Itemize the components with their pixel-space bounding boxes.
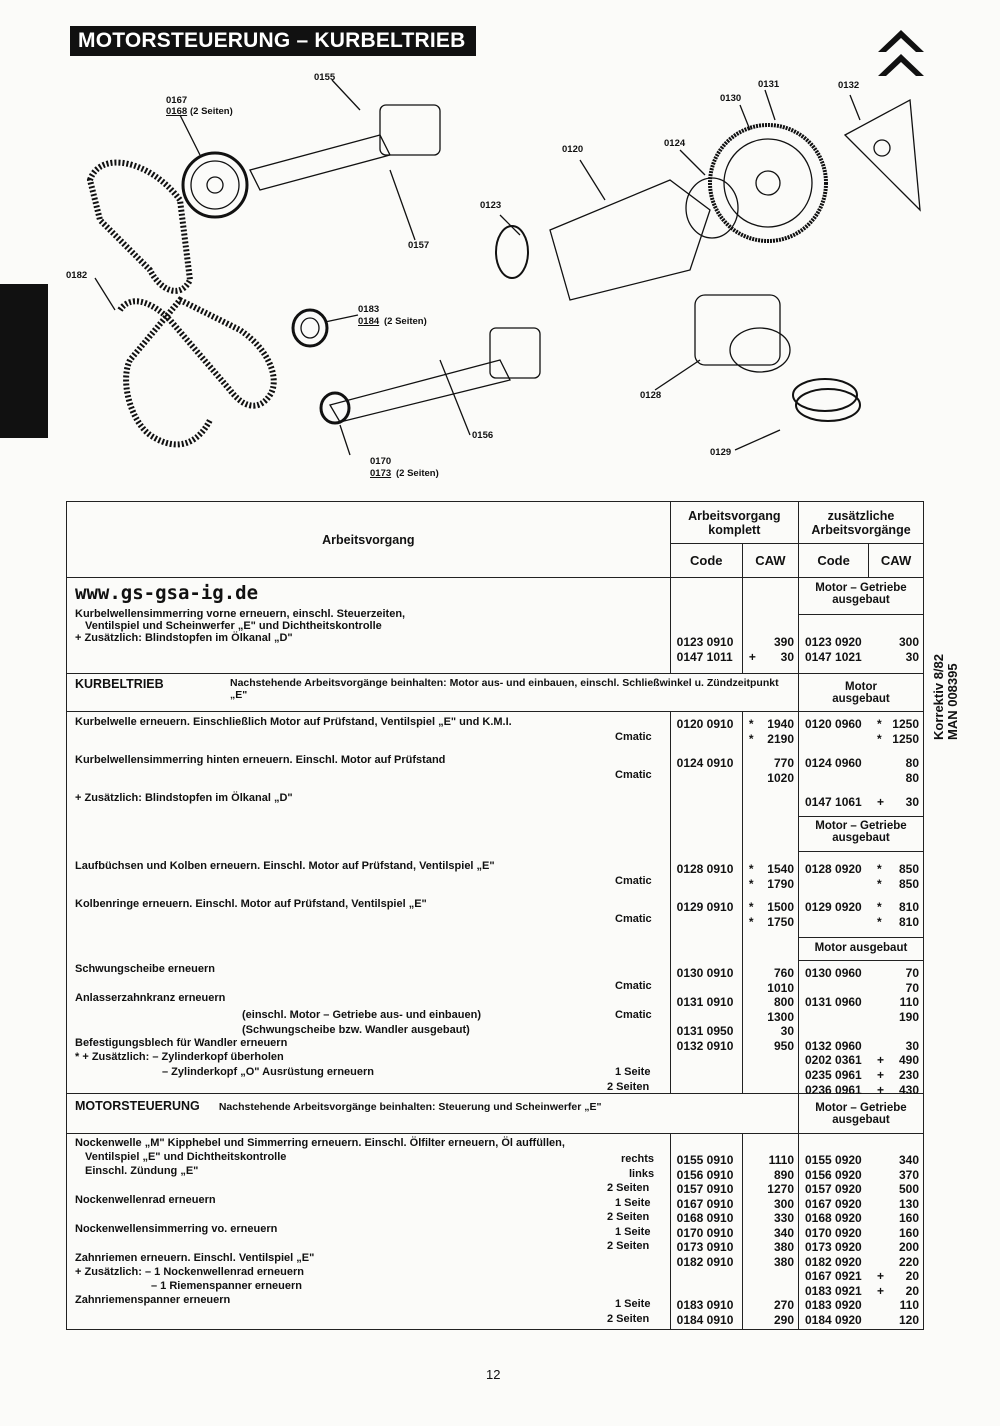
part-label-0131: 0131 bbox=[758, 79, 780, 90]
plus-mark: + bbox=[748, 650, 756, 664]
caw-value: 300 bbox=[773, 1197, 794, 1211]
code-value: 0184 0920 bbox=[805, 1313, 862, 1327]
row-text: Zahnriemen erneuern. Einschl. Ventilspiel „E" bbox=[75, 1252, 315, 1264]
col-header-caw-2: CAW bbox=[869, 544, 924, 578]
caw-value: 850 bbox=[898, 862, 919, 876]
part-label-0156: 0156 bbox=[472, 430, 494, 441]
caw-value: 810 bbox=[898, 900, 919, 914]
row-text: Zahnriemenspanner erneuern bbox=[75, 1294, 231, 1306]
caw-value: 270 bbox=[773, 1298, 794, 1312]
row-text: – Zylinderkopf „O" Ausrüstung erneuern bbox=[162, 1066, 375, 1078]
caw-value: 890 bbox=[773, 1168, 794, 1182]
ms-extra-cell bbox=[799, 1134, 924, 1330]
row-variant: 1 Seite bbox=[615, 1197, 651, 1209]
caw-value: 200 bbox=[898, 1240, 919, 1254]
asterisk-mark: * bbox=[748, 732, 754, 746]
code-value: 0173 0920 bbox=[805, 1240, 862, 1254]
section-desc: Nachstehende Arbeitsvorgänge beinhalten: Motor aus- und einbauen, einschl. Schließwinkel u. Zündzeitpunkt „E" bbox=[230, 677, 779, 701]
part-label-0168: 0168 bbox=[166, 106, 188, 117]
caw-value: 770 bbox=[773, 756, 794, 770]
row-variant: Cmatic bbox=[615, 731, 652, 743]
part-label-0183: 0183 bbox=[358, 304, 380, 315]
plus-mark: + bbox=[877, 1068, 885, 1082]
caw-value: 20 bbox=[905, 1284, 919, 1298]
work-table bbox=[66, 501, 924, 1330]
row-text: Kolbenringe erneuern. Einschl. Motor auf Prüfstand, Ventilspiel „E" bbox=[75, 898, 427, 910]
code-value: 0184 0910 bbox=[676, 1313, 734, 1327]
code-value: 0147 1011 bbox=[676, 650, 733, 664]
code-value: 0124 0960 bbox=[805, 756, 862, 770]
code-value: 0128 0910 bbox=[676, 862, 734, 876]
row-text: Nockenwellenrad erneuern bbox=[75, 1194, 216, 1206]
row-variant: Cmatic bbox=[615, 1009, 652, 1021]
kt-code-cell bbox=[670, 712, 742, 1094]
caw-value: 1250 bbox=[892, 717, 919, 731]
asterisk-mark: * bbox=[877, 900, 882, 914]
code-value: 0147 1021 bbox=[805, 650, 862, 664]
section-desc: Nachstehende Arbeitsvorgänge beinhalten: Steuerung und Scheinwerfer „E" bbox=[218, 1101, 602, 1113]
sub-head: Motor – Getriebe ausgebaut bbox=[799, 816, 923, 852]
code-value: 0167 0920 bbox=[805, 1197, 862, 1211]
code-value: 0123 0920 bbox=[805, 635, 862, 649]
asterisk-mark: * bbox=[877, 877, 882, 891]
code-value: 0183 0921 bbox=[805, 1284, 862, 1298]
intro-code-cell bbox=[670, 578, 742, 674]
section-heading: KURBELTRIEB bbox=[75, 677, 164, 691]
caw-value: 500 bbox=[898, 1182, 919, 1196]
ms-caw-cell bbox=[742, 1134, 798, 1330]
caw-value: 30 bbox=[905, 650, 919, 664]
sub-head: Motor – Getriebe ausgebaut bbox=[799, 578, 923, 615]
row-text: + Zusätzlich: – 1 Nockenwellenrad erneuern bbox=[75, 1266, 304, 1278]
part-label-0128: 0128 bbox=[640, 390, 662, 401]
part-label-0155: 0155 bbox=[314, 72, 336, 83]
code-value: 0156 0910 bbox=[676, 1168, 734, 1182]
code-value: 0170 0920 bbox=[805, 1226, 862, 1240]
part-label-0129: 0129 bbox=[710, 447, 732, 458]
caw-value: 230 bbox=[898, 1068, 919, 1082]
row-text: * + Zusätzlich: – Zylinderkopf überholen bbox=[75, 1051, 284, 1063]
code-value: 0156 0920 bbox=[805, 1168, 862, 1182]
row-text: Befestigungsblech für Wandler erneuern bbox=[75, 1037, 288, 1049]
kt-caw-cell bbox=[742, 712, 798, 1094]
asterisk-mark: * bbox=[877, 915, 882, 929]
ms-code-cell bbox=[670, 1134, 742, 1330]
caw-value: 1300 bbox=[767, 1010, 794, 1024]
row-text: (einschl. Motor – Getriebe aus- und einbauen) bbox=[242, 1009, 481, 1021]
code-value: 0130 0960 bbox=[805, 966, 862, 980]
code-value: 0130 0910 bbox=[676, 966, 734, 980]
caw-value: 1940 bbox=[767, 717, 794, 731]
caw-value: 70 bbox=[905, 966, 919, 980]
code-value: 0120 0960 bbox=[805, 717, 862, 731]
caw-value: 1540 bbox=[767, 862, 794, 876]
caw-value: 110 bbox=[899, 995, 919, 1009]
page-number: 12 bbox=[486, 1367, 501, 1382]
caw-value: 1790 bbox=[767, 877, 794, 891]
ms-text-cell bbox=[67, 1134, 671, 1330]
col-header-code: Code bbox=[670, 544, 742, 578]
row-variant: 2 Seiten bbox=[607, 1081, 650, 1093]
caw-value: 810 bbox=[898, 915, 919, 929]
sub-head: Motor ausgebaut bbox=[799, 674, 924, 712]
part-label-0132: 0132 bbox=[838, 80, 860, 91]
row-variant: links bbox=[629, 1168, 655, 1180]
col-header-zusaetzlich: zusätzliche Arbeitsvorgänge bbox=[799, 502, 924, 544]
part-label-0124: 0124 bbox=[664, 138, 686, 149]
caw-value: 2190 bbox=[767, 732, 794, 746]
caw-value: 390 bbox=[773, 635, 794, 649]
row-text: Kurbelwellensimmerring hinten erneuern. Einschl. Motor auf Prüfstand bbox=[75, 754, 446, 766]
code-value: 0235 0961 bbox=[805, 1068, 862, 1082]
caw-value: 380 bbox=[773, 1255, 794, 1269]
row-variant: 2 Seiten bbox=[607, 1182, 650, 1194]
col-header-arbeitsvorgang: Arbeitsvorgang bbox=[67, 502, 671, 578]
plus-mark: + bbox=[877, 795, 885, 809]
asterisk-mark: * bbox=[748, 717, 754, 731]
caw-value: 290 bbox=[773, 1313, 794, 1327]
caw-value: 190 bbox=[898, 1010, 919, 1024]
code-value: 0124 0910 bbox=[676, 756, 734, 770]
intro-line: + Zusätzlich: Blindstopfen im Ölkanal „D" bbox=[75, 632, 293, 644]
part-label-0168-note: (2 Seiten) bbox=[190, 106, 233, 117]
kt-text-cell bbox=[67, 712, 671, 1094]
caw-value: 1250 bbox=[892, 732, 919, 746]
row-variant: Cmatic bbox=[615, 980, 652, 992]
timing-belt-upper bbox=[90, 163, 190, 291]
exploded-diagram bbox=[60, 60, 940, 490]
code-value: 0129 0920 bbox=[805, 900, 862, 914]
row-variant: 1 Seite bbox=[615, 1066, 651, 1078]
code-value: 0147 1061 bbox=[805, 795, 862, 809]
col-header-komplett: Arbeitsvorgang komplett bbox=[670, 502, 798, 544]
plus-mark: + bbox=[877, 1083, 885, 1097]
caw-value: 160 bbox=[898, 1211, 919, 1225]
caw-value: 1750 bbox=[767, 915, 794, 929]
row-variant: 1 Seite bbox=[615, 1298, 651, 1310]
row-text: Nockenwellensimmerring vo. erneuern bbox=[75, 1223, 278, 1235]
row-text: Ventilspiel „E" und Dichtheitskontrolle bbox=[85, 1151, 287, 1163]
code-value: 0157 0920 bbox=[805, 1182, 862, 1196]
caw-value: 1270 bbox=[767, 1182, 794, 1196]
row-text: Kurbelwelle erneuern. Einschließlich Motor auf Prüfstand, Ventilspiel „E" und K.M.I. bbox=[75, 716, 512, 728]
plus-mark: + bbox=[877, 1053, 885, 1067]
part-label-0184: 0184 bbox=[358, 316, 380, 327]
row-variant: rechts bbox=[621, 1153, 655, 1165]
code-value: 0202 0361 bbox=[805, 1053, 862, 1067]
row-variant: Cmatic bbox=[615, 875, 652, 887]
code-value: 0131 0960 bbox=[805, 995, 862, 1009]
caw-value: 80 bbox=[905, 771, 919, 785]
caw-value: 850 bbox=[898, 877, 919, 891]
caw-value: 1020 bbox=[767, 771, 794, 785]
row-text: + Zusätzlich: Blindstopfen im Ölkanal „D" bbox=[75, 792, 293, 804]
caw-value: 340 bbox=[898, 1153, 919, 1167]
page-title: MOTORSTEUERUNG – KURBELTRIEB bbox=[70, 26, 476, 56]
asterisk-mark: * bbox=[877, 862, 882, 876]
row-variant: Cmatic bbox=[615, 769, 652, 781]
code-value: 0236 0961 bbox=[805, 1083, 862, 1097]
section-motorsteuerung bbox=[67, 1094, 799, 1134]
col-header-caw: CAW bbox=[742, 544, 798, 578]
caw-value: 30 bbox=[780, 650, 794, 664]
code-value: 0120 0910 bbox=[676, 717, 734, 731]
code-value: 0170 0910 bbox=[676, 1226, 734, 1240]
code-value: 0155 0920 bbox=[805, 1153, 862, 1167]
code-value: 0132 0960 bbox=[805, 1039, 862, 1053]
asterisk-mark: * bbox=[748, 862, 754, 876]
sub-head: Motor ausgebaut bbox=[799, 937, 923, 961]
side-tab-marker bbox=[0, 284, 48, 438]
row-variant: 2 Seiten bbox=[607, 1240, 650, 1252]
code-value: 0173 0910 bbox=[676, 1240, 734, 1254]
caw-value: 20 bbox=[905, 1269, 919, 1283]
code-value: 0131 0950 bbox=[676, 1024, 734, 1038]
caw-value: 130 bbox=[898, 1197, 919, 1211]
code-value: 0167 0910 bbox=[676, 1197, 734, 1211]
caw-value: 70 bbox=[905, 981, 919, 995]
row-variant: 2 Seiten bbox=[607, 1211, 650, 1223]
row-variant: 2 Seiten bbox=[607, 1313, 650, 1325]
asterisk-mark: * bbox=[748, 900, 754, 914]
caw-value: 1010 bbox=[767, 981, 794, 995]
row-text: – 1 Riemenspanner erneuern bbox=[151, 1280, 303, 1292]
row-text: Einschl. Zündung „E" bbox=[85, 1165, 199, 1177]
part-label-0123: 0123 bbox=[480, 200, 502, 211]
caw-value: 30 bbox=[905, 1039, 919, 1053]
caw-value: 380 bbox=[773, 1240, 794, 1254]
caw-value: 30 bbox=[780, 1024, 794, 1038]
part-label-0173: 0173 bbox=[370, 468, 392, 479]
col-header-code-2: Code bbox=[799, 544, 869, 578]
caw-value: 370 bbox=[898, 1168, 919, 1182]
code-value: 0183 0920 bbox=[805, 1298, 862, 1312]
part-label-0130: 0130 bbox=[720, 93, 742, 104]
caw-value: 110 bbox=[899, 1298, 919, 1312]
website-link[interactable]: www.gs-gsa-ig.de bbox=[75, 582, 259, 604]
caw-value: 950 bbox=[773, 1039, 794, 1053]
asterisk-mark: * bbox=[748, 877, 754, 891]
row-text: Schwungscheibe erneuern bbox=[75, 963, 215, 975]
intro-line: Ventilspiel und Scheinwerfer „E" und Dichtheitskontrolle bbox=[85, 620, 382, 632]
asterisk-mark: * bbox=[877, 717, 882, 731]
row-text: Laufbüchsen und Kolben erneuern. Einschl. Motor auf Prüfstand, Ventilspiel „E" bbox=[75, 860, 495, 872]
part-label-0182: 0182 bbox=[66, 270, 88, 281]
code-value: 0131 0910 bbox=[676, 995, 734, 1009]
row-variant: 1 Seite bbox=[615, 1226, 651, 1238]
asterisk-mark: * bbox=[748, 915, 754, 929]
correction-note: Korrektiv 8/82 MAN 008395 bbox=[931, 654, 960, 740]
caw-value: 1500 bbox=[767, 900, 794, 914]
code-value: 0157 0910 bbox=[676, 1182, 734, 1196]
intro-caw-cell bbox=[742, 578, 798, 674]
caw-value: 120 bbox=[898, 1313, 919, 1327]
caw-value: 760 bbox=[773, 966, 794, 980]
caw-value: 490 bbox=[898, 1053, 919, 1067]
caw-value: 220 bbox=[898, 1255, 919, 1269]
part-label-0170: 0170 bbox=[370, 456, 392, 467]
code-value: 0132 0910 bbox=[676, 1039, 734, 1053]
row-text: (Schwungscheibe bzw. Wandler ausgebaut) bbox=[242, 1024, 470, 1036]
part-label-0173-note: (2 Seiten) bbox=[396, 468, 439, 479]
code-value: 0182 0910 bbox=[676, 1255, 734, 1269]
code-value: 0183 0910 bbox=[676, 1298, 734, 1312]
caw-value: 1110 bbox=[768, 1153, 794, 1167]
code-value: 0123 0910 bbox=[676, 635, 734, 649]
row-variant: Cmatic bbox=[615, 913, 652, 925]
caw-value: 80 bbox=[905, 756, 919, 770]
row-text: Nockenwelle „M" Kipphebel und Simmerring erneuern. Einschl. Ölfilter erneuern, Öl auffüllen, bbox=[75, 1137, 565, 1149]
code-value: 0182 0920 bbox=[805, 1255, 862, 1269]
caw-value: 800 bbox=[773, 995, 794, 1009]
asterisk-mark: * bbox=[877, 732, 882, 746]
kt-extra-cell bbox=[799, 712, 924, 1097]
part-label-0184-note: (2 Seiten) bbox=[384, 316, 427, 327]
section-heading: MOTORSTEUERUNG bbox=[75, 1099, 200, 1113]
part-label-0167: 0167 bbox=[166, 95, 188, 106]
code-value: 0168 0920 bbox=[805, 1211, 862, 1225]
part-label-0120: 0120 bbox=[562, 144, 584, 155]
code-value: 0168 0910 bbox=[676, 1211, 734, 1225]
code-value: 0129 0910 bbox=[676, 900, 734, 914]
intro-line: Kurbelwellensimmerring vorne erneuern, einschl. Steuerzeiten, bbox=[75, 608, 406, 620]
caw-value: 30 bbox=[905, 795, 919, 809]
intro-extra-cell bbox=[799, 578, 924, 674]
row-text: Anlasserzahnkranz erneuern bbox=[75, 992, 226, 1004]
caw-value: 300 bbox=[898, 635, 919, 649]
caw-value: 340 bbox=[773, 1226, 794, 1240]
section-kurbeltrieb bbox=[67, 674, 799, 712]
caw-value: 330 bbox=[773, 1211, 794, 1225]
plus-mark: + bbox=[877, 1284, 885, 1298]
caw-value: 430 bbox=[898, 1083, 919, 1097]
code-value: 0155 0910 bbox=[676, 1153, 734, 1167]
intro-cell bbox=[67, 578, 671, 674]
plus-mark: + bbox=[877, 1269, 885, 1283]
code-value: 0167 0921 bbox=[805, 1269, 862, 1283]
code-value: 0128 0920 bbox=[805, 862, 862, 876]
part-label-0157: 0157 bbox=[408, 240, 430, 251]
sub-head: Motor – Getriebe ausgebaut bbox=[799, 1094, 924, 1134]
caw-value: 160 bbox=[898, 1226, 919, 1240]
